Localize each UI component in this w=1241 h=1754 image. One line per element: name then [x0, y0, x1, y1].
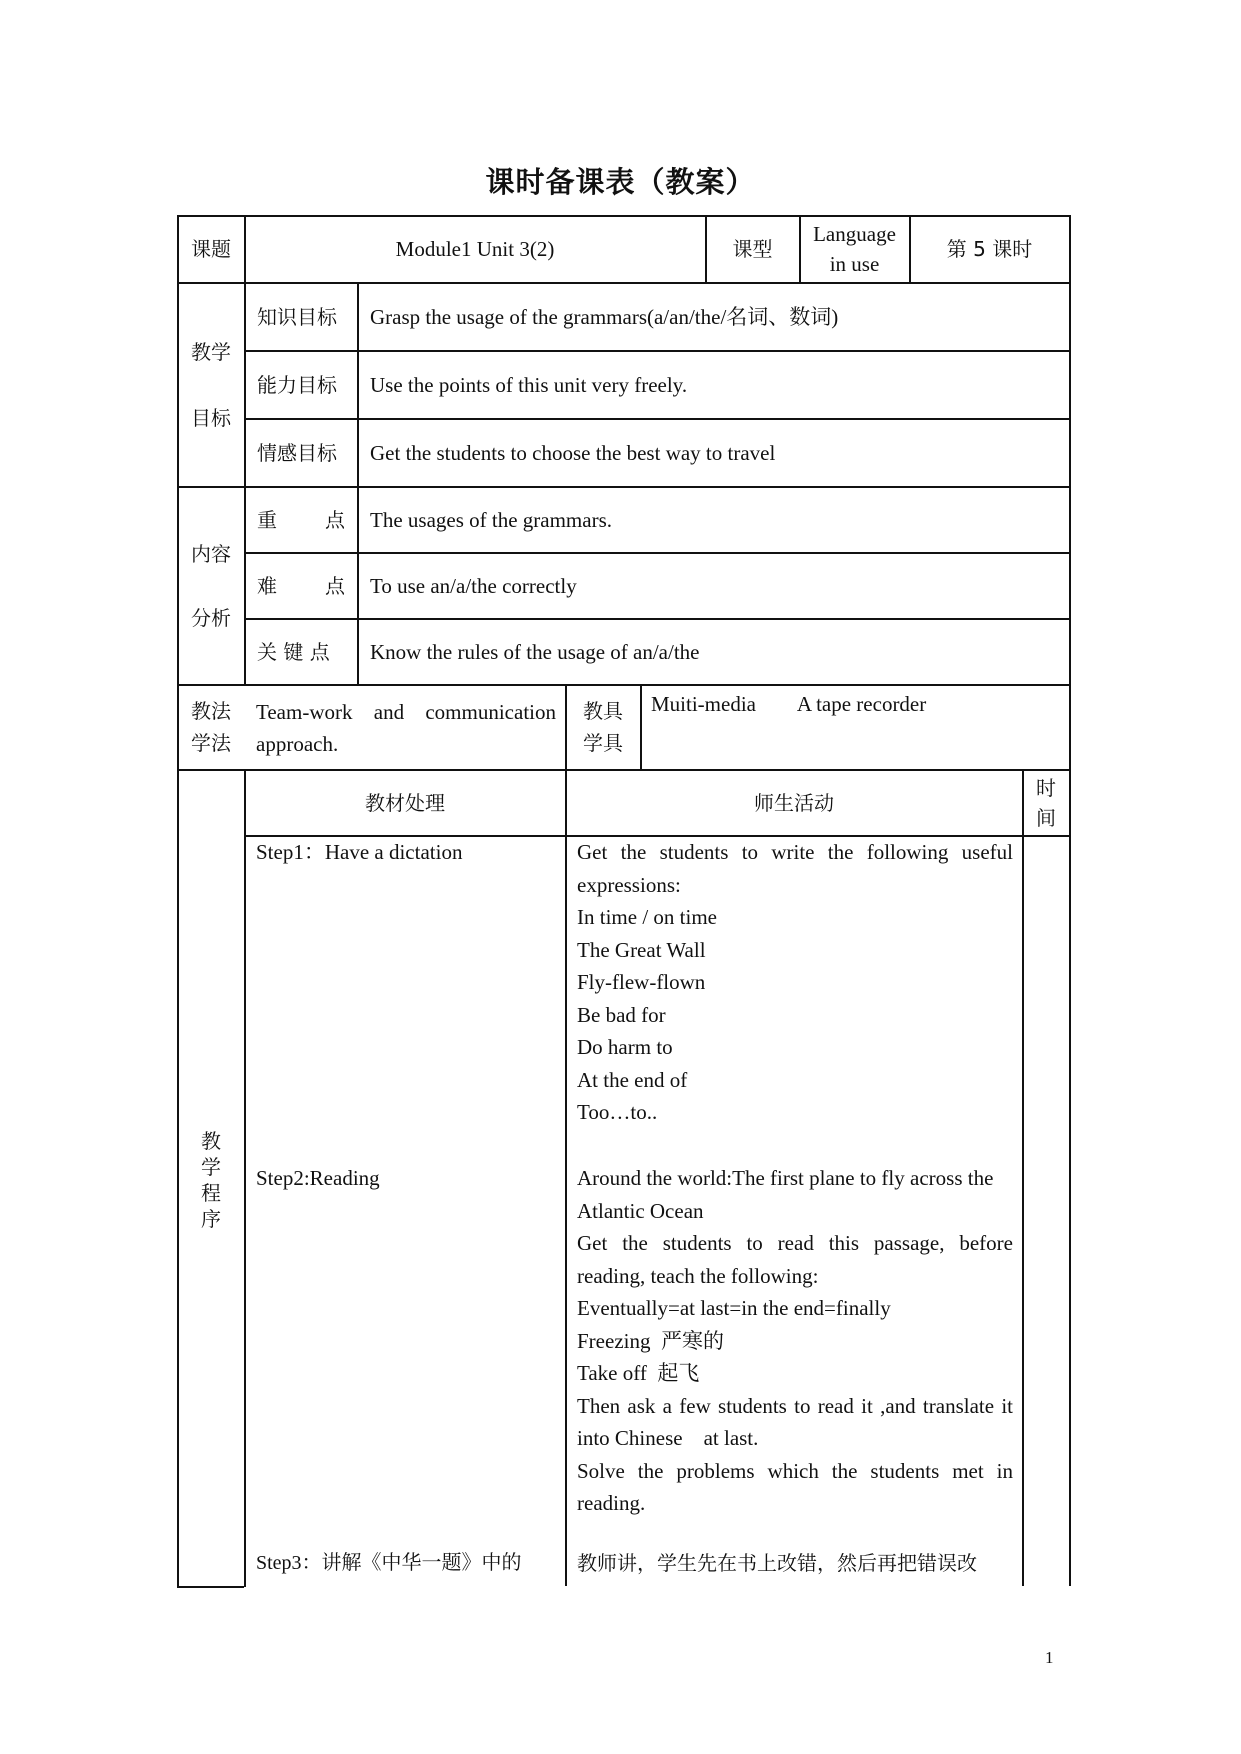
page-number: 1 — [1045, 1648, 1054, 1667]
topic-label: 课题 — [191, 237, 231, 261]
time-header-char1: 时 — [1036, 775, 1056, 800]
key-point-label-a: 重 — [257, 507, 277, 532]
difficulty-label-a: 难 — [257, 573, 277, 598]
goals-label-line1: 教学 — [191, 339, 231, 364]
critical-point-label: 关 键 点 — [257, 639, 330, 664]
difficulty-label — [245, 553, 357, 618]
content-label — [178, 487, 244, 684]
reading-title-line2: Atlantic Ocean — [577, 1198, 704, 1223]
vocab-item: Freezing 严寒的 — [577, 1328, 724, 1353]
vocab-item: Take off 起飞 — [577, 1361, 700, 1385]
emotion-goal-label: 情感目标 — [257, 440, 337, 465]
type-value-line1: Language — [813, 222, 896, 246]
expression-item: Fly-flew-flown — [577, 970, 706, 994]
key-point-label-b: 点 — [325, 507, 345, 532]
activity-block — [577, 836, 1013, 1129]
expression-item: The Great Wall — [577, 937, 706, 962]
methods-label-line2: 学法 — [191, 731, 231, 755]
period-value: 第 5 课时 — [946, 237, 1033, 261]
procedure-label-char4: 序 — [201, 1207, 221, 1231]
content-label-line2: 分析 — [191, 605, 231, 630]
step2: Step2:Reading — [256, 1166, 380, 1190]
step1: Step1：Have a dictation — [256, 840, 463, 864]
time-header-char2: 间 — [1036, 805, 1056, 830]
material-column-header: 教材处理 — [365, 790, 445, 815]
ability-goal-value: Use the points of this unit very freely. — [370, 372, 688, 397]
methods-label-line1: 教法 — [191, 699, 231, 723]
activity-column-header: 师生活动 — [754, 790, 834, 815]
vocab-list — [577, 1292, 1013, 1390]
difficulty-value: To use an/a/the correctly — [370, 573, 577, 598]
tools-value: Muiti-media A tape recorder — [651, 692, 927, 716]
reading-block — [577, 1162, 1019, 1520]
tools-label — [566, 685, 640, 769]
key-point-label — [245, 487, 357, 552]
tools-label-line2: 学具 — [583, 731, 623, 755]
knowledge-goal-value: Grasp the usage of the grammars(a/an/the/名词、数词) — [370, 304, 839, 329]
translate-instructions: Then ask a few students to read it ,and translate it into Chinese at last. — [577, 1393, 1019, 1450]
solve-instructions: Solve the problems which the students met in reading. — [577, 1458, 1013, 1515]
vocab-item: Eventually=at last=in the end=finally — [577, 1296, 891, 1320]
tools-label-line1: 教具 — [583, 699, 623, 723]
procedure-label-char2: 学 — [201, 1155, 221, 1179]
procedure-label — [178, 1128, 244, 1238]
activity-intro: Get the students to write the following useful expressions: — [577, 840, 1013, 897]
expression-item: In time / on time — [577, 905, 717, 929]
goals-label — [178, 283, 244, 486]
expression-list — [577, 901, 1013, 1129]
step3-activity: 教师讲，学生先在书上改错，然后再把错误改 — [577, 1551, 977, 1575]
topic-value: Module1 Unit 3(2) — [395, 237, 555, 261]
expression-item: At the end of — [577, 1067, 688, 1092]
procedure-label-char3: 程 — [201, 1181, 221, 1205]
expression-item: Too…to.. — [577, 1100, 658, 1124]
expression-item: Be bad for — [577, 1002, 666, 1027]
knowledge-goal-label: 知识目标 — [257, 304, 337, 329]
ability-goal-label: 能力目标 — [257, 372, 337, 397]
step3: Step3：讲解《中华一题》中的 — [256, 1552, 522, 1574]
methods-value: Team-work and communication approach. — [256, 700, 556, 756]
type-value-line2: in use — [829, 252, 880, 276]
time-column-header — [1023, 770, 1069, 835]
methods-label — [178, 685, 244, 769]
document-title: 课时备课表（教案） — [485, 165, 756, 199]
reading-title-line1: Around the world:The first plane to fly across the — [577, 1166, 994, 1190]
key-point-value: The usages of the grammars. — [370, 507, 613, 532]
goals-label-line2: 目标 — [191, 405, 231, 430]
type-label: 课型 — [732, 237, 773, 261]
emotion-goal-value: Get the students to choose the best way to travel — [370, 440, 776, 465]
reading-instructions: Get the students to read this passage, before reading, teach the following: — [577, 1231, 1013, 1288]
type-value — [800, 216, 909, 282]
procedure-label-char1: 教 — [201, 1129, 221, 1153]
difficulty-label-b: 点 — [325, 573, 345, 598]
expression-item: Do harm to — [577, 1035, 673, 1059]
content-label-line1: 内容 — [191, 541, 231, 566]
critical-point-value: Know the rules of the usage of an/a/the — [370, 639, 700, 664]
